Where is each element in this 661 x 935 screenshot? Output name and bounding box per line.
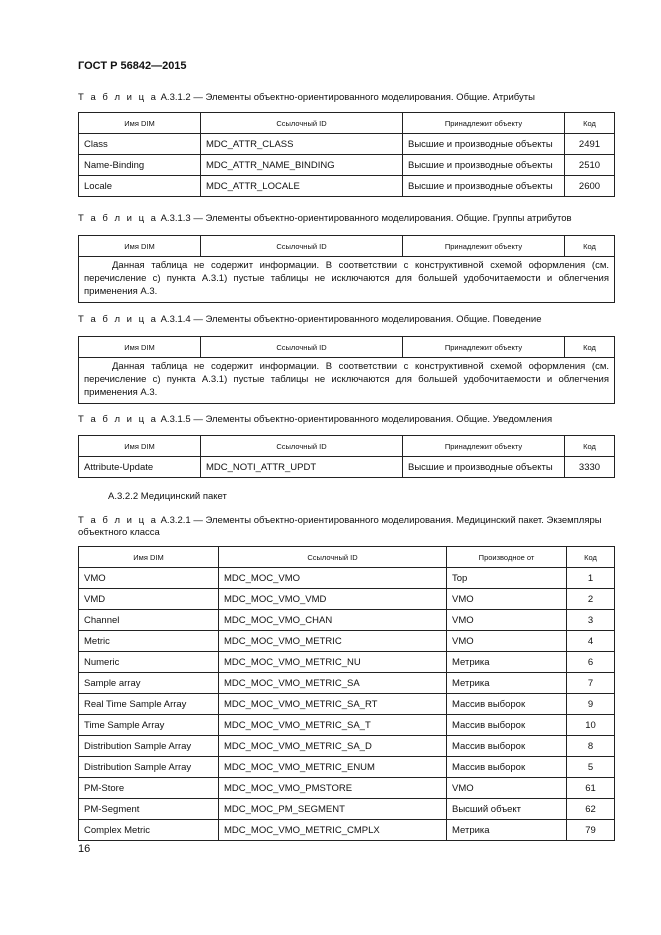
table-cell: MDC_MOC_VMO xyxy=(219,568,447,589)
table-cell: MDC_MOC_PM_SEGMENT xyxy=(219,799,447,820)
table-row xyxy=(79,673,615,694)
table-cell: 9 xyxy=(567,694,615,715)
table-cell: MDC_NOTI_ATTR_UPDT xyxy=(201,457,403,478)
table-cell: MDC_MOC_VMO_METRIC_NU xyxy=(219,652,447,673)
empty-table-note xyxy=(79,358,615,404)
column-header: Код xyxy=(567,547,615,568)
column-header: Ссылочный ID xyxy=(201,337,403,358)
table-header-row xyxy=(79,547,615,568)
column-header: Принадлежит объекту xyxy=(403,113,565,134)
table-cell: MDC_MOC_VMO_METRIC_SA_T xyxy=(219,715,447,736)
table-row xyxy=(79,778,615,799)
table-cell: Высшие и производные объекты xyxy=(403,134,565,155)
table-cell: MDC_MOC_VMO_CHAN xyxy=(219,610,447,631)
table-cell: 2600 xyxy=(565,176,615,197)
table-cell: Высшие и производные объекты xyxy=(403,176,565,197)
caption-text: A.3.1.2 — Элементы объектно-ориентированного моделирования. Общие. Атрибуты xyxy=(157,92,535,103)
table-row xyxy=(79,257,615,303)
table-row xyxy=(79,736,615,757)
column-header: Имя DIM xyxy=(79,236,201,257)
column-header: Ссылочный ID xyxy=(201,236,403,257)
column-header: Ссылочный ID xyxy=(201,113,403,134)
table-row xyxy=(79,176,615,197)
table-row xyxy=(79,715,615,736)
table-row xyxy=(79,155,615,176)
column-header: Принадлежит объекту xyxy=(403,337,565,358)
table-row xyxy=(79,134,615,155)
table-attributes xyxy=(78,112,615,197)
table-cell: Real Time Sample Array xyxy=(79,694,219,715)
table-cell: Массив выборок xyxy=(447,757,567,778)
table-cell: MDC_MOC_VMO_METRIC_SA xyxy=(219,673,447,694)
table-behavior xyxy=(78,336,615,404)
table-cell: Numeric xyxy=(79,652,219,673)
column-header: Ссылочный ID xyxy=(219,547,447,568)
note-text: Данная таблица не содержит информации. В соответствии с конструктивной схемой оформления (см. перечисление с) пункта А.3.1) пустые таблицы не исключаются для большей удобочитаемости и облегчения применения А.3. xyxy=(84,260,609,297)
caption-text: A.3.1.3 — Элементы объектно-ориентированного моделирования. Общие. Группы атрибутов xyxy=(157,213,572,224)
table-cell: 2510 xyxy=(565,155,615,176)
table-caption xyxy=(78,414,614,426)
column-header: Код xyxy=(565,113,615,134)
table-cell: VMO xyxy=(79,568,219,589)
caption-prefix: Т а б л и ц а xyxy=(78,92,158,103)
caption-text: A.3.2.1 — Элементы объектно-ориентированного моделирования. Медицинский пакет. Экземпляры объектного класса xyxy=(78,515,602,538)
table-row xyxy=(79,568,615,589)
table-cell: Массив выборок xyxy=(447,715,567,736)
table-cell: 2 xyxy=(567,589,615,610)
table-cell: Metric xyxy=(79,631,219,652)
caption-prefix: Т а б л и ц а xyxy=(78,414,158,425)
column-header: Код xyxy=(565,436,615,457)
table-notifications xyxy=(78,435,615,478)
table-caption xyxy=(78,213,614,225)
table-cell: 4 xyxy=(567,631,615,652)
table-cell: VMO xyxy=(447,778,567,799)
table-cell: PM-Store xyxy=(79,778,219,799)
table-cell: VMO xyxy=(447,631,567,652)
table-cell: 5 xyxy=(567,757,615,778)
table-cell: MDC_MOC_VMO_METRIC_SA_RT xyxy=(219,694,447,715)
table-header-row xyxy=(79,113,615,134)
column-header: Имя DIM xyxy=(79,113,201,134)
table-cell: Channel xyxy=(79,610,219,631)
empty-table-note xyxy=(79,257,615,303)
table-cell: Высшие и производные объекты xyxy=(403,155,565,176)
table-cell: Sample array xyxy=(79,673,219,694)
table-cell: Time Sample Array xyxy=(79,715,219,736)
table-cell: Locale xyxy=(79,176,201,197)
column-header: Код xyxy=(565,337,615,358)
caption-text: A.3.1.4 — Элементы объектно-ориентированного моделирования. Общие. Поведение xyxy=(157,314,542,325)
table-cell: 3 xyxy=(567,610,615,631)
table-cell: VMD xyxy=(79,589,219,610)
table-cell: Distribution Sample Array xyxy=(79,757,219,778)
table-row xyxy=(79,358,615,404)
table-row xyxy=(79,820,615,841)
table-row xyxy=(79,694,615,715)
caption-prefix: Т а б л и ц а xyxy=(78,515,158,526)
table-cell: Attribute-Update xyxy=(79,457,201,478)
table-cell: 61 xyxy=(567,778,615,799)
table-cell: MDC_ATTR_CLASS xyxy=(201,134,403,155)
table-cell: Distribution Sample Array xyxy=(79,736,219,757)
table-cell: Высшие и производные объекты xyxy=(403,457,565,478)
table-cell: VMO xyxy=(447,589,567,610)
table-cell: 3330 xyxy=(565,457,615,478)
document-header-title: ГОСТ Р 56842—2015 xyxy=(78,60,187,72)
column-header: Принадлежит объекту xyxy=(403,436,565,457)
caption-text: A.3.1.5 — Элементы объектно-ориентированного моделирования. Общие. Уведомления xyxy=(157,414,553,425)
table-cell: 62 xyxy=(567,799,615,820)
table-row xyxy=(79,757,615,778)
page-number: 16 xyxy=(78,843,91,855)
table-row xyxy=(79,589,615,610)
table-cell: 2491 xyxy=(565,134,615,155)
table-cell: MDC_MOC_VMO_METRIC_CMPLX xyxy=(219,820,447,841)
table-cell: MDC_MOC_VMO_VMD xyxy=(219,589,447,610)
column-header: Ссылочный ID xyxy=(201,436,403,457)
table-cell: 79 xyxy=(567,820,615,841)
column-header: Код xyxy=(565,236,615,257)
table-cell: Class xyxy=(79,134,201,155)
caption-prefix: Т а б л и ц а xyxy=(78,213,158,224)
table-cell: Метрика xyxy=(447,820,567,841)
table-cell: Метрика xyxy=(447,652,567,673)
table-medical-package xyxy=(78,546,615,841)
table-header-row xyxy=(79,436,615,457)
table-cell: MDC_MOC_VMO_METRIC_ENUM xyxy=(219,757,447,778)
table-cell: 10 xyxy=(567,715,615,736)
table-cell: Массив выборок xyxy=(447,694,567,715)
table-header-row xyxy=(79,337,615,358)
column-header: Имя DIM xyxy=(79,547,219,568)
table-caption xyxy=(78,92,614,104)
table-cell: MDC_ATTR_NAME_BINDING xyxy=(201,155,403,176)
table-row xyxy=(79,652,615,673)
table-cell: Name-Binding xyxy=(79,155,201,176)
note-text: Данная таблица не содержит информации. В соответствии с конструктивной схемой оформления (см. перечисление с) пункта А.3.1) пустые таблицы не исключаются для большей удобочитаемости и облегчения применения А.3. xyxy=(84,361,609,398)
table-cell: MDC_MOC_VMO_METRIC_SA_D xyxy=(219,736,447,757)
table-header-row xyxy=(79,236,615,257)
column-header: Производное от xyxy=(447,547,567,568)
table-cell: 1 xyxy=(567,568,615,589)
table-cell: MDC_MOC_VMO_METRIC xyxy=(219,631,447,652)
column-header: Имя DIM xyxy=(79,436,201,457)
table-row xyxy=(79,457,615,478)
table-cell: VMO xyxy=(447,610,567,631)
table-caption xyxy=(78,515,614,539)
column-header: Принадлежит объекту xyxy=(403,236,565,257)
table-cell: Высший объект xyxy=(447,799,567,820)
table-cell: Массив выборок xyxy=(447,736,567,757)
table-cell: MDC_ATTR_LOCALE xyxy=(201,176,403,197)
column-header: Имя DIM xyxy=(79,337,201,358)
table-row xyxy=(79,610,615,631)
table-row xyxy=(79,799,615,820)
table-cell: 7 xyxy=(567,673,615,694)
table-attribute-groups xyxy=(78,235,615,303)
table-cell: PM-Segment xyxy=(79,799,219,820)
table-cell: 8 xyxy=(567,736,615,757)
table-cell: MDC_MOC_VMO_PMSTORE xyxy=(219,778,447,799)
table-cell: Метрика xyxy=(447,673,567,694)
caption-prefix: Т а б л и ц а xyxy=(78,314,158,325)
table-cell: Complex Metric xyxy=(79,820,219,841)
table-cell: 6 xyxy=(567,652,615,673)
table-caption xyxy=(78,314,614,326)
table-cell: Top xyxy=(447,568,567,589)
section-heading: A.3.2.2 Медицинский пакет xyxy=(108,491,227,502)
table-row xyxy=(79,631,615,652)
